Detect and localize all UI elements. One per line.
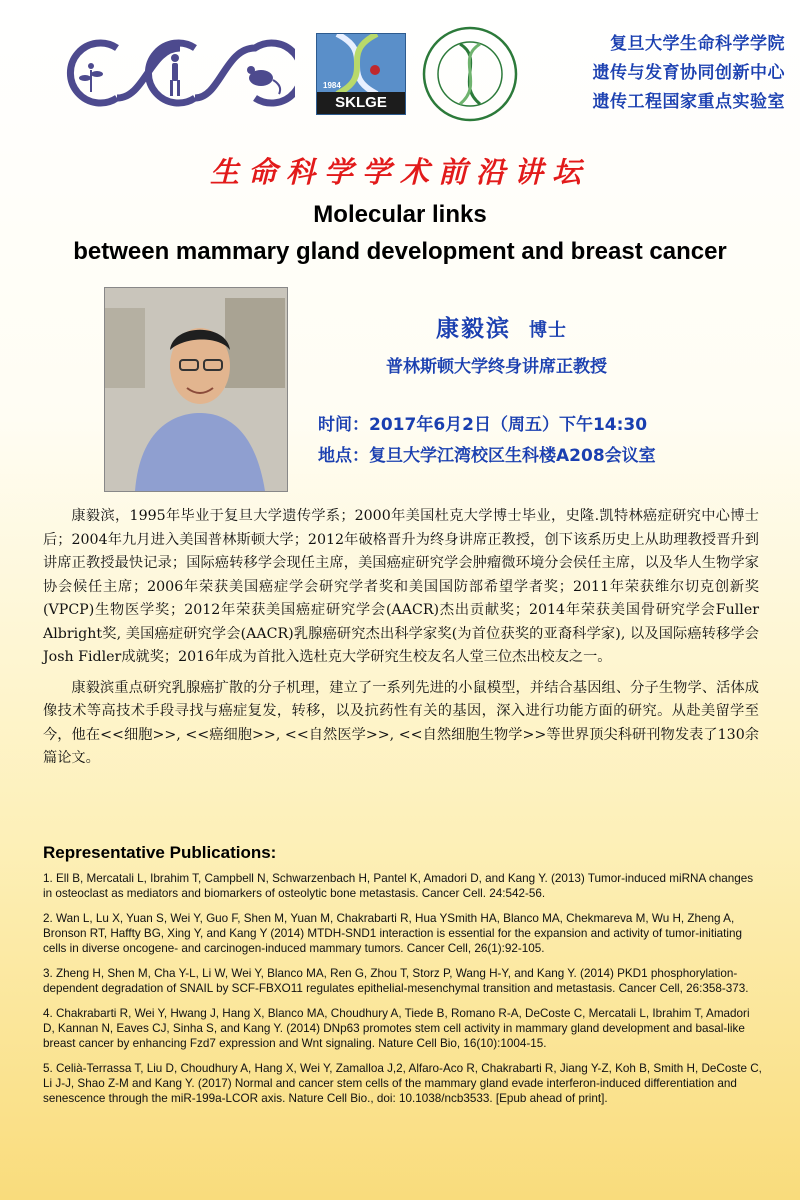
speaker-bio [43,505,759,771]
speaker-name-block [436,310,567,343]
fudan-school-logo [420,24,520,124]
org-line-school: 复旦大学生命科学学院 [610,34,785,54]
publication-item: 4. Chakrabarti R, Wei Y, Hwang J, Hang X, Blanco MA, Choudhury A, Tiede B, Romano R-A, DeCoste C, Mercatali L, Ibrahim T, Amadori D, Kannan N, Eaves CJ, Sinha S, and Kang Y. (2014) DNp63 promotes stem cell activity in mammary gland development and basal-like breast cancer by enhancing Fzd7 expression and Wnt signaling. Nature Cell Bio, 16(10):1004-15. [43,1007,750,1050]
publications-heading: Representative Publications: [43,843,277,862]
publication-item: 2. Wan L, Lu X, Yuan S, Wei Y, Guo F, Shen M, Yuan M, Chakrabarti R, Hua YSmith HA, Blanco MA, Chekmareva M, Wu H, Zheng A, Bronson RT, Haffty BG, Xing Y, and Kang Y (2014) MTDH-SND1 interaction is essential for the expansion and activity of tumor-initiating cells in diverse oncogene- and carcinogen-induced mammary tumors. Cancer Cell, 26(1):92-105. [43,912,743,955]
human-icon [170,54,180,96]
speaker-photo [104,287,288,492]
org-line-lab: 遗传工程国家重点实验室 [592,92,785,112]
publication-item: 3. Zheng H, Shen M, Cha Y-L, Li W, Wei Y, Blanco MA, Ren G, Zhou T, Storz P, Wang H-Y, and Kang Y. (2014) PKD1 phosphorylation-dependent degradation of SNAIL by SCF-FBXO11 regulates epithelial-mesenchymal transition and metastasis. Cancer Cell, 26:358-373. [43,967,749,995]
publication-item: 5. Celià-Terrassa T, Liu D, Choudhury A, Hang X, Wei Y, Zamalloa J,2, Alfaro-Aco R, Chakrabarti R, Jiang Y-Z, Koh B, Smith H, DeCoste C, Li J-J, Shao Z-M and Kang Y. (2017) Normal and cancer stem cells of the mammary gland evade interferon-induced differentiation and senescence through the miR-199a-LCOR axis. Nature Cell Bio., doi: 10.1038/ncb3533. [Epub ahead of print]. [43,1062,762,1105]
speaker-name: 康毅滨 [436,315,511,342]
publications-list [43,871,763,1116]
plant-icon [79,63,103,92]
sklge-year: 1984 [323,81,341,90]
bio-paragraph-1: 康毅滨，1995年毕业于复旦大学遗传学系；2000年美国杜克大学博士毕业，史隆.凯特林癌症研究中心博士后；2004年九月进入美国普林斯顿大学；2012年破格晋升为终身讲席正教授，创下该系历史上从助理教授晋升到讲席正教授最快记录；国际癌转移学会现任主席，美国癌症研究学会肿瘤微环境分会侯任主席，以及华人生物学家协会候任主席；2006年荣获美国癌症学会研究学者奖和美国国防部希望学者奖；2011年荣获维尔切克创新奖 (VPCP)生物医学奖；2012年荣获美国癌症研究学会(AACR)杰出贡献奖；2014年荣获美国骨研究学会Fuller Albright奖, 美国癌症研究学会(AACR)乳腺癌研究杰出科学家奖(为首位获奖的亚裔科学家), 以及国际癌转移学会Josh Fidler成就奖；2016年成为首批入选杜克大学研究生校友名人堂三位杰出校友之一。 [43,508,759,665]
ccg-logo [55,28,295,118]
event-place: 地点：复旦大学江湾校区生科楼A208会议室 [318,446,656,466]
publication-item: 1. Ell B, Mercatali L, Ibrahim T, Campbell N, Schwarzenbach H, Pantel K, Amadori D, and Kang Y. (2013) Tumor-induced miRNA changes in osteoclast as mediators and biomarkers of osteolytic bone metastasis. Cancer Cell. 24:542-56. [43,872,754,900]
event-time: 时间：2017年6月2日（周五）下午14:30 [318,415,648,435]
talk-title-line1: Molecular links [313,201,487,228]
speaker-degree: 博士 [529,320,567,341]
sklge-logo [316,33,406,115]
sklge-label: SKLGE [317,92,405,114]
talk-title [0,196,800,270]
talk-title-line2: between mammary gland development and breast cancer [73,238,727,265]
forum-title: 生命科学学术前沿讲坛 [209,155,590,189]
org-line-center: 遗传与发育协同创新中心 [592,63,785,83]
speaker-position: 普林斯顿大学终身讲席正教授 [386,357,607,377]
organization-block [560,30,785,117]
mouse-icon [247,66,280,94]
bio-paragraph-2: 康毅滨重点研究乳腺癌扩散的分子机理，建立了一系列先进的小鼠模型，并结合基因组、分子生物学、活体成像技术等高技术手段寻找与癌症复发，转移，以及抗药性有关的基因，深入进行功能方面的研究。从赴美留学至今，他在<<细胞>>, <<癌细胞>>, <<自然医学>>, <<自然细胞生物学>>等世界顶尖科研刊物发表了130余篇论文。 [43,679,759,766]
